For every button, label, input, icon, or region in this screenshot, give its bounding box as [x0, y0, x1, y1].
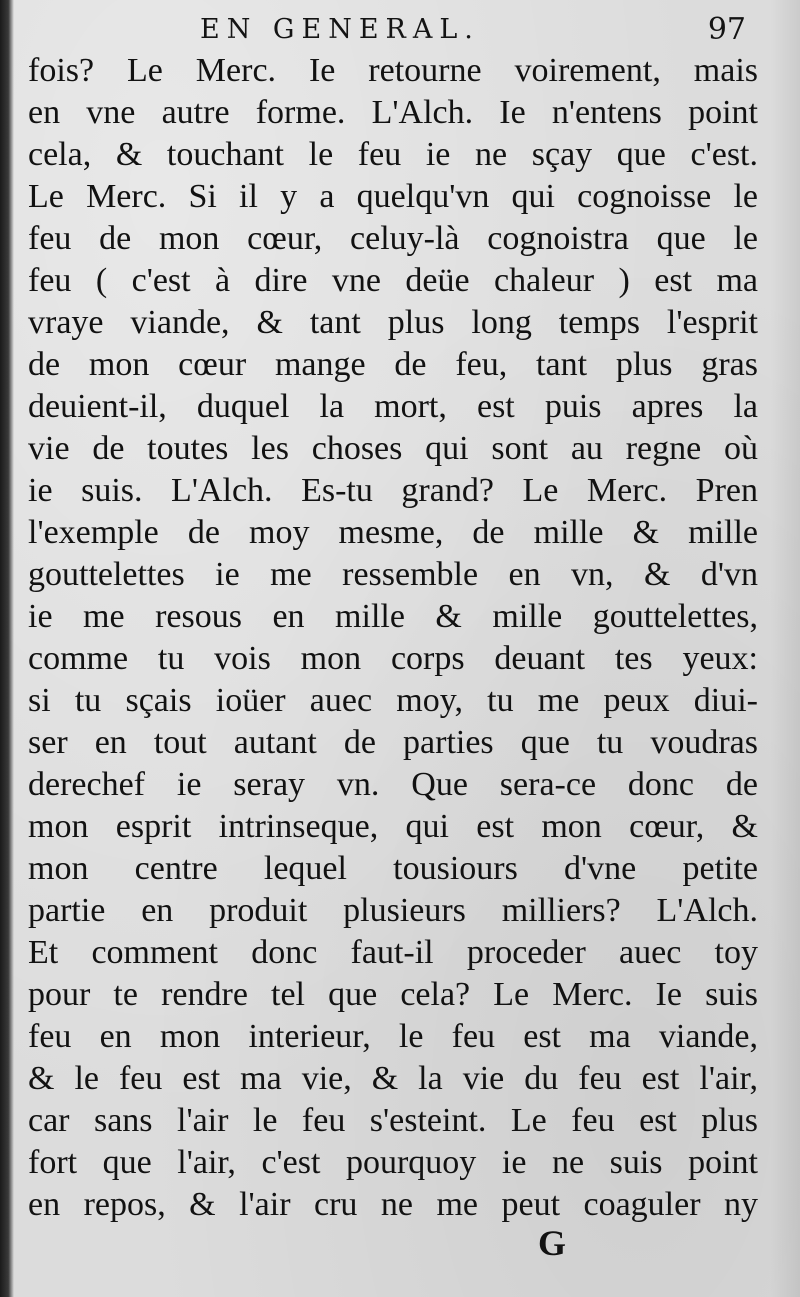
text-line: partie en produit plusieurs milliers? L'Alch. [28, 892, 758, 929]
text-line: vie de toutes les choses qui sont au regne où [28, 430, 758, 467]
running-head: EN GENERAL. [200, 14, 480, 45]
text-line: derechef ie seray vn. Que sera-ce donc de [28, 766, 758, 803]
page-edge-shadow [770, 0, 800, 1297]
text-line: feu en mon interieur, le feu est ma viande, [28, 1018, 758, 1055]
text-line: fort que l'air, c'est pourquoy ie ne suis point [28, 1144, 758, 1181]
text-line: Le Merc. Si il y a quelqu'vn qui cognoisse le [28, 178, 758, 215]
signature-mark: G [538, 1223, 567, 1263]
text-line: & le feu est ma vie, & la vie du feu est l'air, [28, 1060, 758, 1097]
text-line: en repos, & l'air cru ne me peut coaguler ny [28, 1186, 758, 1223]
page-header [40, 14, 760, 54]
text-block [28, 50, 758, 1226]
text-line: car sans l'air le feu s'esteint. Le feu est plus [28, 1102, 758, 1139]
text-line: en vne autre forme. L'Alch. Ie n'entens point [28, 94, 758, 131]
text-line: ie suis. L'Alch. Es-tu grand? Le Merc. Pren [28, 472, 758, 509]
text-line: gouttelettes ie me ressemble en vn, & d'vn [28, 556, 758, 593]
text-line: mon esprit intrinseque, qui est mon cœur, & [28, 808, 758, 845]
text-line: deuient-il, duquel la mort, est puis apres la [28, 388, 758, 425]
page-number: 97 [707, 12, 746, 47]
text-line: si tu sçais ioüer auec moy, tu me peux diui- [28, 682, 758, 719]
text-line: fois? Le Merc. Ie retourne voirement, mais [28, 52, 758, 89]
text-line: feu de mon cœur, celuy-là cognoistra que le [28, 220, 758, 257]
text-line: cela, & touchant le feu ie ne sçay que c'est. [28, 136, 758, 173]
text-line: pour te rendre tel que cela? Le Merc. Ie suis [28, 976, 758, 1013]
text-line: ser en tout autant de parties que tu voudras [28, 724, 758, 761]
text-line: mon centre lequel tousiours d'vne petite [28, 850, 758, 887]
text-line: ie me resous en mille & mille gouttelettes, [28, 598, 758, 635]
page-gutter-shadow [0, 0, 14, 1297]
text-line: l'exemple de moy mesme, de mille & mille [28, 514, 758, 551]
text-line: comme tu vois mon corps deuant tes yeux: [28, 640, 758, 677]
text-line: de mon cœur mange de feu, tant plus gras [28, 346, 758, 383]
text-line: feu ( c'est à dire vne deüe chaleur ) est ma [28, 262, 758, 299]
text-line: Et comment donc faut-il proceder auec toy [28, 934, 758, 971]
text-line: vraye viande, & tant plus long temps l'esprit [28, 304, 758, 341]
